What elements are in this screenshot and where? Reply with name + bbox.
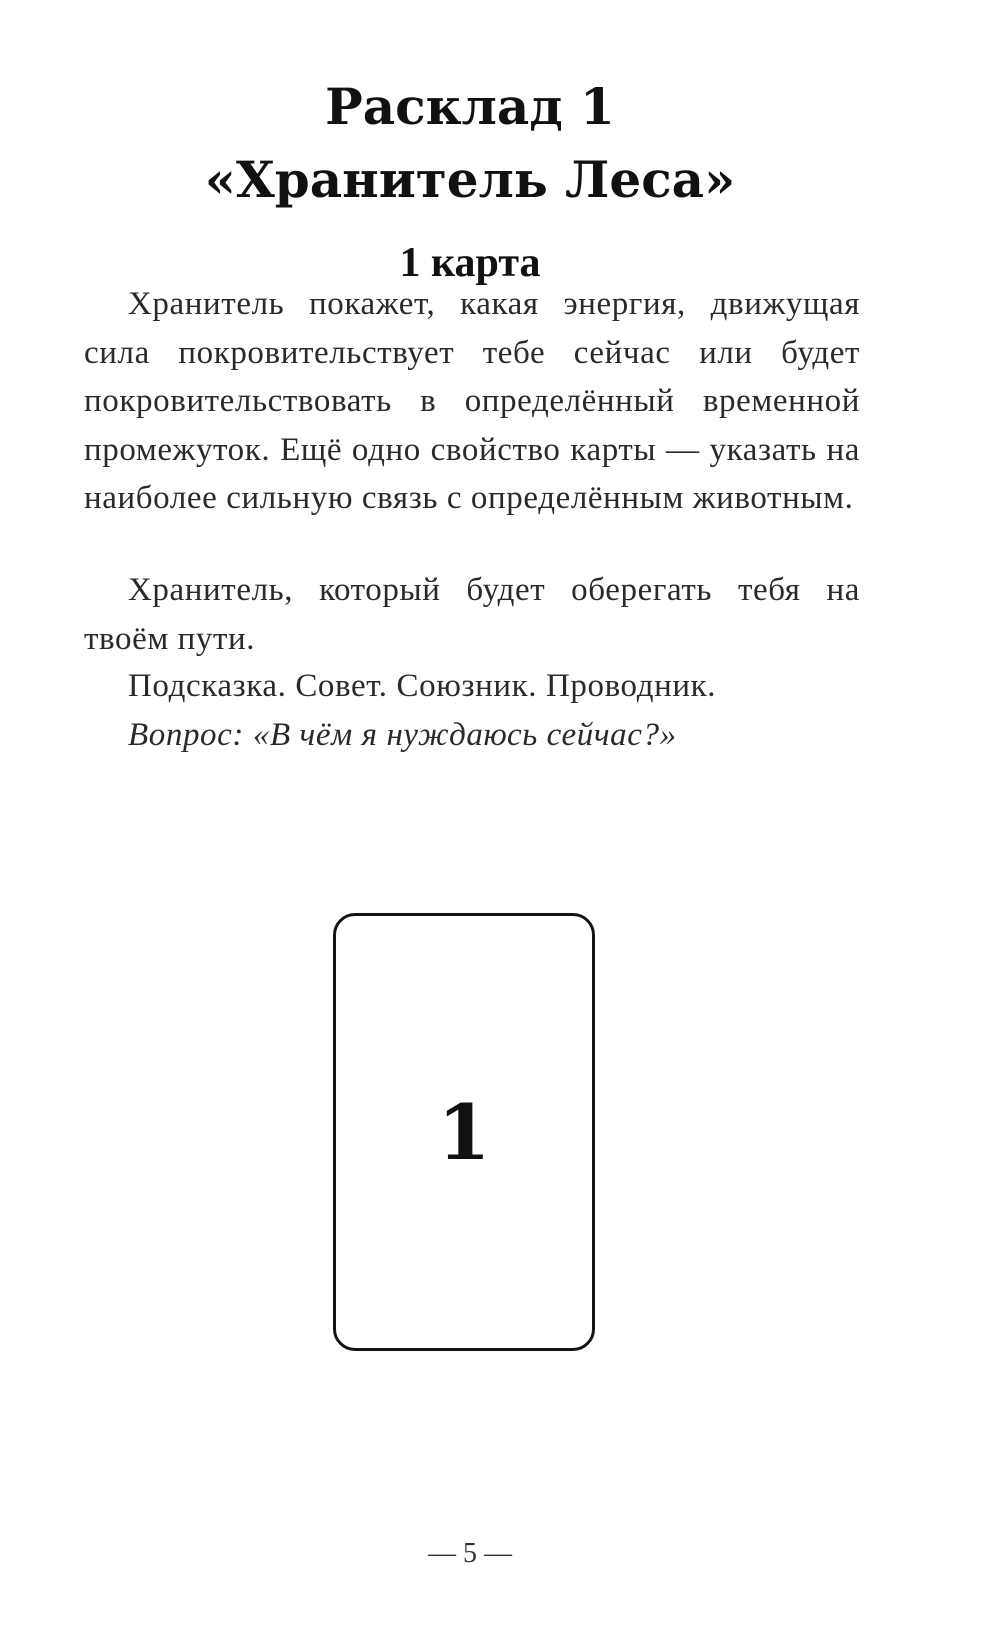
card-position-1 bbox=[333, 913, 595, 1351]
page-number: — 5 — bbox=[428, 1538, 512, 1569]
keywords-paragraph: Подсказка. Совет. Союзник. Проводник. bbox=[128, 668, 717, 704]
guardian-paragraph: Хранитель, который будет оберегать тебя на твоём пути. bbox=[84, 572, 860, 657]
card-count-heading: 1 карта bbox=[399, 240, 541, 286]
description-paragraph: Хранитель покажет, какая энергия, движущая сила покровительствует тебе сейчас или будет покровительствовать в определённый временной промежуток. Ещё одно свойство карты — указать на наиболее сильную связь с определённым животным. bbox=[84, 286, 860, 516]
question-paragraph: Вопрос: «В чём я нуждаюсь сейчас?» bbox=[128, 717, 677, 753]
spread-name: «Хранитель Леса» bbox=[204, 150, 736, 209]
spread-title: Расклад 1 bbox=[325, 77, 615, 136]
card-position-number: 1 bbox=[437, 1087, 491, 1177]
